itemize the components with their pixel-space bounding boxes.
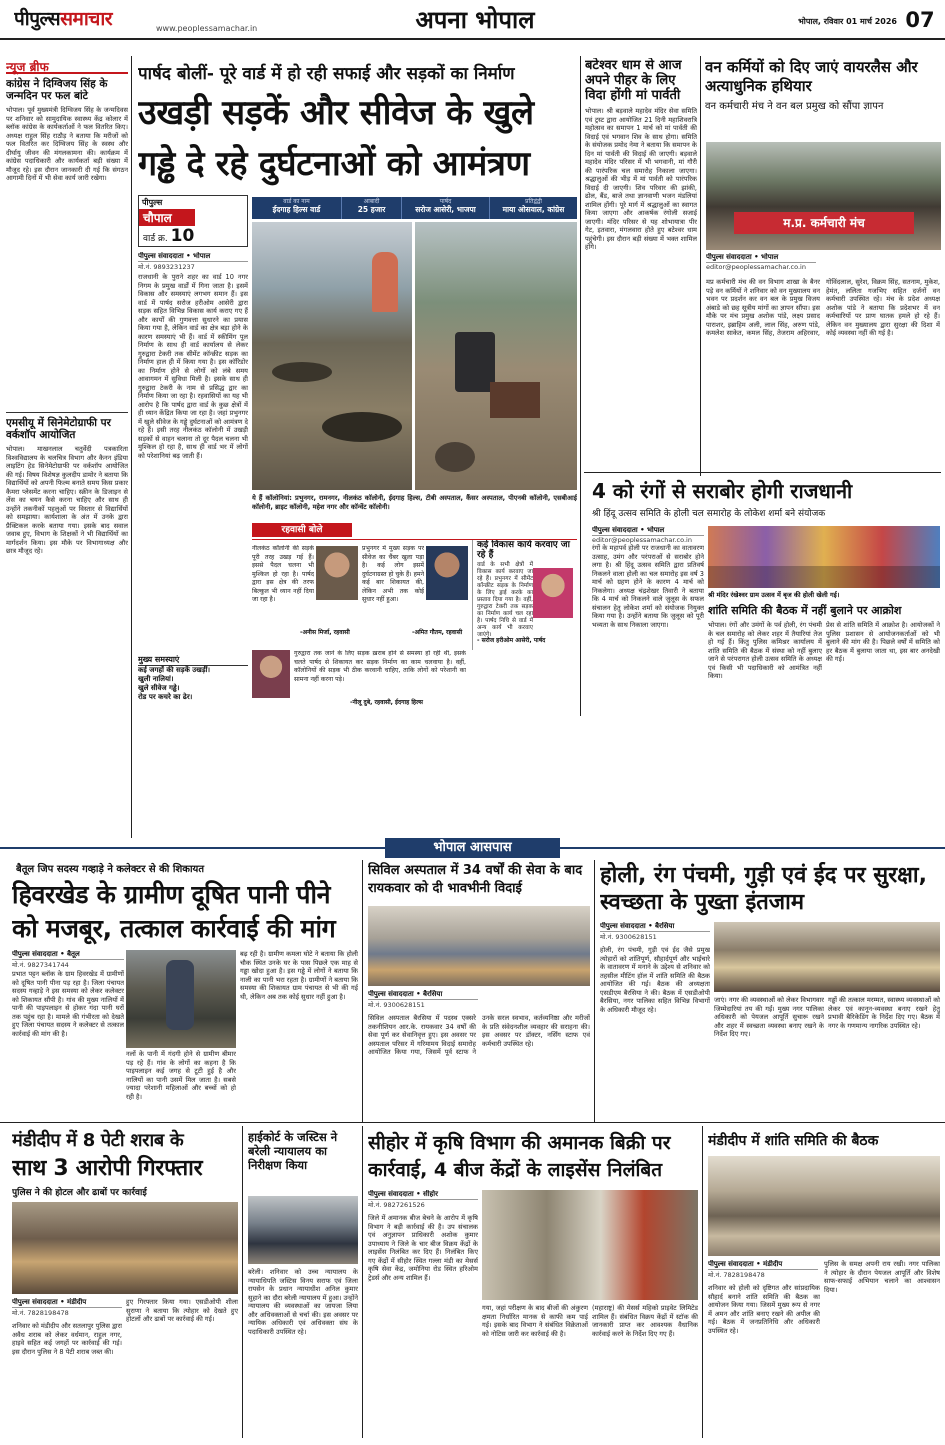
ward-label: वार्ड क्र. — [143, 234, 168, 244]
resident-photo-3 — [252, 650, 290, 698]
forest-title: वन कर्मियों को दिए जाएं वायरलैस और अत्याधुनिक हथियार — [705, 58, 918, 95]
mandi-peace-body-2: पुलिस के समक्ष अपनी राय रखी। नगर पालिका ने त्योहार के दौरान पेयजल आपूर्ति और विशेष साफ-सफाई अभियान चलाने का आश्वासन दिया। — [824, 1260, 940, 1294]
colonies-list: ये हैं कॉलोनियां: प्रभुनगर, रामनगर, नीलकंठ कॉलोनी, ईदगाह हिल्स, टीबी अस्पताल, कैंसर अस्पताल, पीएनबी कॉलोनी, एसबीआई कॉलोनी, ब्राइट कॉलोनी, महेश नगर और कॉन्वेंट कॉलोनी। — [252, 494, 577, 511]
forest-body: मप्र कर्मचारी मंच की वन विभाग शाखा के बैनर पड़े वन कर्मियों ने शनिवार को वन मुख्यालय वन भवन पर प्रदर्शन कर वन बल के प्रमुख विजय अंबाडे को छह सूत्रीय मांगों का ज्ञापन सौंपा। इस मौके पर मंच प्रमुख अशोक पांडे, लक्ष्य प्रसाद पाराशर, इब्राहिम अली, लाल सिंह, अरुण पांडे, कमलेश साकेत, कमल सिंह, तेजराम अहिरवार, गोविंदलाल, सुरेश, विक्रम सिंह, सतनाम, मुकेश, हेमंत, ललिता गजभिए सहित दर्जनों वन कर्मचारी उपस्थित रहे। मंच के प्रदेश अध्यक्ष अशोक पांडे ने बताया कि प्रदेशभर में वन कर्मचारियों पर प्राण घातक हमले हो रहे हैं। लेकिन वन मुख्यालय द्वारा सुरक्षा की दिशा में कोई व्यवस्था नहीं की गई है। — [706, 278, 940, 337]
fact-key: आबादी — [363, 198, 380, 205]
holi-photo — [708, 526, 940, 588]
mandi-byline: पीपुल्स संवाददाता • मंडीदीप — [12, 1298, 122, 1308]
mandi-mobile: मो.नं. 7828198478 — [12, 1309, 69, 1317]
civil-mobile: मो.नं. 9300628151 — [368, 1001, 425, 1009]
mandi-peace-photo — [708, 1156, 940, 1256]
dateline: भोपाल, रविवार 01 मार्च 2026 — [798, 17, 897, 26]
site-url[interactable]: www.peoplessamachar.in — [156, 24, 258, 33]
fact-key: प्रतिद्वंद्वी — [525, 198, 542, 205]
brief-headline-2: एमसीयू में सिनेमेटोग्राफी पर वर्कशॉप आयोजित — [6, 412, 128, 441]
lead-mobile: मो.नं. 9893231237 — [138, 263, 195, 271]
mandi-peace-body: शनिवार को होली को दृष्टिगत और सांप्रदायिक सौहार्द बनाने शांति समिति की बैठक का आयोजन किया गया। जिसमें मुख्य रूप से नगर में अमन और शांति बनाए रखने की अपील की गई। बैठक में जनप्रतिनिधि और अधिकारी उपस्थित रहे। — [708, 1284, 820, 1335]
issue-item: रोड पर कचरे का ढेर। — [138, 693, 193, 701]
betul-kicker: बैतूल जिप सदस्य गव्हाड़े ने कलेक्टर से की शिकायत — [16, 864, 205, 875]
lead-byline: पीपुल्स संवाददाता • भोपाल — [138, 252, 248, 262]
sehore-title: सीहोर में कृषि विभाग की अमानक बिक्री पर कार्रवाई, 4 बीज केंद्रों के लाइसेंस निलंबित — [368, 1132, 671, 1181]
holi-title: 4 को रंगों से सराबोर होगी राजधानी — [592, 479, 853, 503]
holi-byline: पीपुल्स संवाददाता • भोपाल — [592, 526, 704, 536]
betul-body-2: नलों के पानी में गंदगी होने से ग्रामीण बीमार पड़ रहे हैं। गांव के लोगों का कहना है कि पाइपलाइन कई जगह से टूटी हुई है और नालियों का पानी उसमें मिल जाता है। सबसे ज्यादा परेशानी महिलाओं और बच्चों को हो रही है। — [126, 1050, 236, 1101]
peace-title: शांति समिति की बैठक में नहीं बुलाने पर आक्रोश — [708, 604, 902, 617]
rang-title: होली, रंग पंचमी, गुड़ी एवं ईद पर सुरक्षा, स्वच्छता के पुख्ता इंतजाम — [600, 863, 927, 915]
council-box — [472, 540, 578, 650]
vidai-story — [585, 58, 697, 468]
council-quote: वार्ड के सभी क्षेत्रों में विकास कार्य करवाए जा रहे हैं। प्रभुनगर में सीमेंट कॉन्क्रीट सड़क के निर्माण के लिए ड्राई करके का प्रस्ताव दिया गया है। वहीं, गुरुद्वारा टेकरी तक सड़क का निर्माण कार्य चल रहा है। पार्षद निधि से वार्ड में अन्य कार्य भी करवाए जाएंगे। — [477, 562, 533, 638]
civil-byline: पीपुल्स संवाददाता • बैरसिया — [368, 990, 478, 1000]
ward-number: 10 — [170, 226, 195, 246]
section-band — [0, 838, 945, 858]
holi-email[interactable]: editor@peoplessamachar.co.in — [592, 536, 692, 544]
lead-body: राजधानी के पुराने शहर का वार्ड 10 नगर निगम के प्रमुख वार्डों में गिना जाता है। इसमें विकास और समस्याएं लगभग समान हैं। इस वार्ड में पार्षद सरोज हरीओम आसेरी द्वारा सड़क सहित विभिन्न विकास कार्य कराए गए हैं और कार्यों की गुणवत्ता सुधारने का प्रयास किया गया है, लेकिन वार्ड का क्षेत्र बड़ा होने के कारण समस्याएं भी हैं। वार्ड में स्कीमिंग पूल निर्माण के साथ ही वार्ड कार्यालय से लेकर गुरुद्वारा टेकरी तक सीमेंट कॉन्क्रीट सड़क का निर्माण हाल ही में किया गया है। इस कॉरिडोर का निर्माण होने से लोगों को लंबे समय आवागमन में सुविधा मिली है। इसके साथ ही गुरुद्वारा टेकरी के नाम से प्रसिद्ध द्वार का निर्माण किया जा रहा है। रहवासियों का यह भी आरोप है कि पार्षद द्वारा वार्ड के कुछ क्षेत्रों में ही ध्यान केंद्रित किया जा रहा है। जहां प्रभुनगर में खुले सीवेज के गड्ढे दुर्घटनाओं को आमंत्रण दे रहे हैं। इसी तरह नीलकंठ कॉलोनी में उखड़ी सड़कों से वाहन चलाना तो दूर पैदल चलना भी मुश्किल हो रहा है, साथ ही वार्ड भर में लोगों को परेशानियां बढ़ जाती हैं। — [138, 273, 248, 460]
rang-body-2: जाएं। नगर की व्यवस्थाओं को लेकर विभागवार जिम्मेदारियां तय की गईं। मुख्य नगर पालिका अधिकारी को पेयजल आपूर्ति सुचारू रखने और शहर में स्वच्छता व्यवस्था बनाए रखने के निर्देश दिए गए। — [714, 996, 824, 1038]
sehore-body-3: (महाराष्ट्र) की मेसर्स महिको प्राइवेट लिमिटेड शामिल हैं। संबंधित विक्रय केंद्रों में स्टॉक की जानकारी प्राप्त कर आवश्यक वैधानिक कार्रवाई करने के निर्देश दिए गए हैं। — [592, 1304, 698, 1338]
resident-photo-1 — [316, 546, 358, 600]
betul-headline-1: हिवरखेड के ग्रामीण दूषित पानी पीने — [12, 880, 331, 909]
resident-photo-2 — [426, 546, 468, 600]
sewer-photo — [415, 222, 577, 490]
sehore-mobile: मो.नं. 9827261526 — [368, 1201, 425, 1209]
councillor-photo — [533, 568, 573, 618]
rang-byline: पीपुल्स संवाददाता • बैरसिया — [600, 922, 710, 932]
rang-mobile: मो.नं. 9300628151 — [600, 933, 657, 941]
sehore-body: जिले में अमानक बीज बेचने के आरोप में कृषि विभाग ने बड़ी कार्रवाई की है। उप संचालक एवं अनुज्ञापन प्राधिकारी अशोक कुमार उपाध्याय ने जिले के चार बीज विक्रय केंद्रों के लाइसेंस निलंबित कर दिए हैं। निलंबित किए गए केंद्रों में सीहोर स्थित गल्ला मंडी का मेसर्स कृषि सेवा केंद्र, जमोनिया रोड स्थित हरिओम ट्रेडर्स और अन्य शामिल हैं। — [368, 1214, 478, 1282]
lead-headline-1: उखड़ी सड़कें और सीवेज के खुले — [138, 93, 534, 133]
resident-quote-3: गुरुद्वारा तक जाने के लिए सड़क ख़राब होने से समस्या हो रही थी, इसके चलते पार्षद से शिकायत कर सड़क निर्माण का काम चलवाया है। वहीं, कॉलोनियों की सड़क भी ठीक करवानी चाहिए, ताकि लोगों को परेशानी का सामना नहीं करना पड़े। — [294, 650, 466, 683]
logo-text: पीपुल्स — [14, 8, 61, 30]
betul-headline-2: को मजबूर, तत्काल कार्रवाई की मांग — [12, 914, 336, 943]
betul-water-photo — [126, 950, 236, 1048]
ward-facts — [252, 197, 577, 219]
holi-text-col — [592, 526, 704, 706]
lead-kicker: पार्षद बोलीं- पूरे वार्ड में हो रही सफाई और सड़कों का निर्माण — [138, 64, 515, 84]
sehore-byline: पीपुल्स संवाददाता • सीहोर — [368, 1190, 478, 1200]
forest-protest-photo — [706, 142, 941, 250]
sehore-shop-photo — [482, 1190, 698, 1300]
betul-body-3: बढ़ रही है। ग्रामीण कमला घोटे ने बताया कि होली चौक स्थित उनके घर के पास पिछले एक माह से गड्ढा खोदा हुआ है। इस गड्ढे में लोगों ने बताया कि नाली का पानी भरा रहता है। ग्रामीणों ने बताया कि समस्या की शिकायत ग्राम पंचायत से भी की गई थी, लेकिन अब तक कोई सुधार नहीं हुआ है। — [240, 950, 358, 1001]
betul-byline: पीपुल्स संवाददाता • बैतूल — [12, 950, 124, 960]
road-photo-1 — [252, 222, 412, 490]
forest-byline-block — [706, 253, 816, 275]
mandi-peace-title: मंडीदीप में शांति समिति की बैठक — [708, 1133, 879, 1149]
holi-kicker: श्री हिंदू उत्सव समिति के होली चल समारोह के लोकेश शर्मा बने संयोजक — [592, 509, 826, 519]
rang-body: होली, रंग पंचमी, गुड़ी एवं ईद जैसे प्रमुख त्योहारों को शांतिपूर्ण, सौहार्दपूर्ण और भाईचारे के वातावरण में मनाने के उद्देश्य से शनिवार को तहसील मीटिंग हॉल में शांति समिति की बैठक आयोजित की गई। बैठक की अध्यक्षता एसडीएम बैरसिया ने की। बैठक में एसडीओपी बैरसिया, नगर पालिका सहित विभिन्न विभागों के अधिकारी मौजूद रहे। — [600, 946, 710, 1014]
vidai-title: बटेश्वर धाम से आज अपने पीहर के लिए विदा होंगी मां पार्वती — [585, 58, 682, 103]
issue-item: खुले सीवेज गड्ढे। — [138, 684, 180, 692]
mandi-body-2: हुए गिरफ्तार किया गया। एसडीओपी शीला सुराणा ने बताया कि त्योहार को देखते हुए होटलों और ढाबों पर कार्रवाई की गई। — [126, 1298, 238, 1323]
council-name: - सरोज हरीओम आसेरी, पार्षद — [477, 637, 546, 644]
fact-key: वार्ड का नाम — [283, 198, 310, 205]
brief-text-2: भोपाल। माखनलाल चतुर्वेदी पत्रकारिता विश्वविद्यालय के चलचित्र विभाग और कैनन इंडिया लाइटिंग हेड सिनेमेटोग्राफी पर वर्कशॉप आयोजित की गई। विषय विशेषज्ञ कुलदीप डामोर ने बताया कि विद्यार्थियों को अपनी फिल्म बनाते समय किस प्रकार कैमरा प्लेसमेंट करना चाहिए। स्क्रीन के डिजाइन से लेंस का चयन कैसे करना चाहिए और साथ ही उन्होंने तकनीकों पहलुओं पर विस्तार से विद्यार्थियों को समझाया। कार्यशाला के अंत में उनके द्वारा प्रैक्टिकल करके बताया गया। इसके बाद सवाल जवाब हुए, विभाग के शिक्षकों ने भी विद्यार्थियों का मार्गदर्शन किया। इस मौके पर विभागाध्यक्ष और छात्र मौजूद रहे। — [6, 445, 128, 555]
council-title: कई विकास कार्य करवाए जा रहे हैं — [477, 540, 570, 560]
fact-value: 25 हजार — [357, 205, 386, 214]
resident-quote-2: प्रभुनगर में मुख्य सड़क पर सीवेज का चैंबर खुला पड़ा है। कई लोग इसमें दुर्घटनाग्रस्त हो चुके हैं। हमने कई बार शिकायत की, लेकिन अभी तक कोई सुधार नहीं हुआ। — [362, 545, 424, 603]
hc-body: बरेली। शनिवार को उच्च न्यायालय के न्यायाधिपति जस्टिस विनय सराफ एवं जिला रायसेन के प्रधान न्यायाधीश अनिल कुमार सुहाने का दौरा बरेली न्यायालय में हुआ। उन्होंने न्यायालय की व्यवस्थाओं का जायजा लिया और अधिवक्ताओं से चर्चा की। इस अवसर पर न्यायिक अधिकारी एवं अधिवक्ता संघ के पदाधिकारी उपस्थित रहे। — [248, 1268, 358, 1336]
civil-title: सिविल अस्पताल में 34 वर्षों की सेवा के बाद रायकवार को दी भावभीनी विदाई — [368, 863, 583, 896]
forest-email[interactable]: editor@peoplessamachar.co.in — [706, 263, 806, 271]
chaupal-logo: पीपुल्स — [142, 198, 163, 207]
issues-title: मुख्य समस्याएं — [138, 654, 248, 666]
sehore-byline-block — [368, 1190, 478, 1212]
chaupal-label: चौपाल — [139, 209, 195, 226]
brief-text-1: भोपाल। पूर्व मुख्यमंत्री दिग्विजय सिंह के जन्मदिवस पर शनिवार को सामुदायिक स्वास्थ्य केंद्र कोलार में ब्लॉक कांग्रेस के कार्यकर्ताओं ने फल वितरित किए। अध्यक्ष राहुल सिंह राठौड़ ने बताया कि मरीजों को फल वितरित कर दिग्विजय सिंह के स्वस्थ और दीर्घायु जीवन की मंगलकामना की। कार्यक्रम में कांग्रेस पदाधिकारी और कार्यकर्ता बड़ी संख्या में मौजूद रहे। इस दौरान जानकारी दी गई कि संगठन आगामी दिनों में भी सेवा कार्य जारी रखेगा। — [6, 106, 128, 182]
lead-body-column — [138, 252, 248, 652]
holi-body: रंगों के महापर्व होली पर राजधानी का वातावरण उत्साह, उमंग और परंपराओं से सराबोर होने लगा है। श्री हिंदू उत्सव समिति द्वारा प्रतिवर्ष निकलने वाला होली का चल समारोह इस वर्ष 3 मार्च को ग्रहण होने के कारण 4 मार्च को निकलेगा। अध्यक्ष चंद्रशेखर तिवारी ने बताया कि 4 मार्च को निकलने वाले जुलूस के सफल संचालन हेतु लोकेश शर्मा को संयोजक नियुक्त किया गया है। उन्होंने बताया कि जुलूस को पूरी भव्यता के साथ निकाला जाएगा। — [592, 544, 704, 629]
issue-item: खुली नालियां। — [138, 675, 174, 683]
rang-meeting-photo — [714, 922, 940, 992]
rang-byline-block — [600, 922, 710, 944]
mandi-headline-2: साथ 3 आरोपी गिरफ्तार — [12, 1156, 203, 1181]
vidai-body: भोपाल। श्री बड़वाले महादेव मंदिर सेवा समिति एवं ट्रस्ट द्वारा आयोजित 21 दिनी महाशिवरात्रि महोत्सव का समापन 1 मार्च को मां पार्वती की विदाई एवं भगवान शिव के साथ होगा। समिति के संयोजक प्रमोद नेमा ने बताया कि समापन के दिन मां पार्वती की विदाई की जाएगी। बड़वाले महादेव मंदिर परिसर में भी भगवानी, मां गौरी की पारंपरिक चल समारोह निकाला जाएगा। श्रद्धालुओं की भीड़ में मां पार्वती को पारंपरिक विदाई दी जाएगी। शिव परिवार की झांकी, ढोल, बैंड, बाजे तथा ज्ञानवाणी भजन मंडलियां शामिल होंगी। पूरे मार्ग में श्रद्धालुओं का स्वागत किया जाएगा और आकर्षक रंगोली सजाई जाएगी। मंदिर परिसर से यह शोभायात्रा पीर गेट, इतवारा, मंगलवारा होते हुए बटेश्वर धाम पहुंचेगी। इस दौरान बड़ी संख्या में भक्त शामिल होंगे। — [585, 107, 697, 251]
civil-byline-block — [368, 990, 478, 1012]
fact-value: माया ओसवाल, कांग्रेस — [502, 205, 565, 214]
mandi-headline-1: मंडीदीप में 8 पेटी शराब के — [12, 1130, 184, 1151]
logo — [14, 5, 154, 33]
forest-banner: म.प्र. कर्मचारी मंच — [734, 212, 914, 234]
hc-title: हाईकोर्ट के जस्टिस ने बरेली न्यायालय का निरीक्षण किया — [248, 1130, 338, 1172]
mandi-kicker: पुलिस ने की होटल और ढाबों पर कार्रवाई — [12, 1188, 147, 1198]
mandi-peace-byline-block — [708, 1260, 818, 1282]
resident-quote-1: नीलकंठ कॉलोनी की सड़कें पूरी तरह उखड़ गई हैं। इससे पैदल चलना भी मुश्किल हो रहा है। पार्षद द्वारा इस क्षेत्र की तरफ बिल्कुल भी ध्यान नहीं दिया जा रहा है। — [252, 545, 314, 603]
fact-value: ईदगाह हिल्स वार्ड — [272, 205, 321, 214]
brief-headline-1: कांग्रेस ने दिग्विजय सिंह के जन्मदिन पर फल बांटे — [6, 78, 108, 102]
sehore-body-2: गया, जहां परीक्षण के बाद बीजों की अंकुरण क्षमता निर्धारित मानक से काफी कम पाई गई। इसके बाद विभाग ने संबंधित विक्रेताओं को नोटिस जारी कर कार्रवाई की है। — [482, 1304, 588, 1338]
masthead — [0, 0, 945, 40]
page-number: 07 — [905, 8, 935, 32]
issue-item: कई जगहों की सड़कें उखड़ीं। — [138, 666, 211, 674]
holi-caption: श्री मंदिर रंखेश्वर ग्राम उत्सव में बृज की होली खेली गई। — [708, 591, 840, 599]
brief-label: न्यूज ब्रीफ — [6, 58, 128, 74]
fact-key: पार्षद — [439, 198, 452, 205]
mandi-peace-mobile: मो.नं. 7828198478 — [708, 1271, 765, 1279]
resident-name-1: -अनीस मिर्जा, रहवासी — [300, 629, 350, 636]
betul-body: प्रभात पट्टन ब्लॉक के ग्राम हिवरखेड में ग्रामीणों को दूषित पानी पीना पड़ रहा है। जिला पंचायत सदस्य गव्हाड़े ने इस समस्या को लेकर कलेक्टर को शिकायत सौंपी है। गांव की मुख्य नालियों में पानी की पाइपलाइन से होकर गंदा पानी घरों तक पहुंच रहा है। मामले की गंभीरता को देखते हुए जिला पंचायत सदस्य ने कलेक्टर से तत्काल कार्रवाई की मांग की है। — [12, 970, 124, 1038]
mandi-byline-block — [12, 1298, 122, 1320]
lead-headline-2: गड्ढे दे रहे दुर्घटनाओं को आमंत्रण — [138, 144, 530, 184]
resident-name-3: -नीलू दुबे, रहवासी, ईदगाह हिल्स — [350, 699, 423, 706]
forest-byline: पीपुल्स संवाददाता • भोपाल — [706, 253, 816, 263]
mandi-peace-byline: पीपुल्स संवाददाता • मंडीदीप — [708, 1260, 818, 1270]
hc-photo — [248, 1196, 358, 1264]
logo-text-2: समाचार — [60, 8, 113, 30]
resident-name-2: -अमित गौतम, रहवासी — [412, 629, 463, 636]
news-brief — [6, 58, 128, 838]
peace-body: भोपाल। रंगों और उमंगों के पर्व होली, रंग पंचमी के चल समारोह को लेकर शहर में तैयारियां तेज हो गई हैं। किंतु पुलिस कमिश्नर कार्यालय में शांति समिति की बैठक में संस्था को नहीं बुलाए जाने से परंपरागत होली उत्सव समिति के अध्यक्ष एवं किसी भी पदाधिकारी को आमंत्रित नहीं किया। — [708, 621, 822, 680]
residents-header: रहवासी बोले — [252, 523, 352, 537]
mandi-arrest-photo — [12, 1202, 238, 1294]
betul-mobile: मो.नं. 9827341744 — [12, 961, 69, 969]
fact-value: सरोज आसेरी, भाजपा — [415, 205, 476, 214]
peace-body-2: प्रेस से शांति समिति में आक्रोश है। आयोजकों ने पुलिस प्रशासन से आयोजनकर्ताओं को भी बुलाने की मांग की है। पिछले वर्षों में समिति को हर बैठक में बुलाया जाता था, इस बार अनदेखी की गई। — [826, 621, 940, 663]
issues-box — [138, 654, 248, 722]
rang-body-3: गड्ढों की तत्काल मरम्मत, स्वास्थ्य व्यवस्थाओं को लेकर एवं कानून-व्यवस्था बनाए रखने हेतु प्रभावी बैरिकेडिंग के निर्देश दिए गए। बैठक में नगर के गणमान्य नागरिक उपस्थित रहे। — [828, 996, 940, 1030]
section-title: अपना भोपाल — [415, 6, 535, 34]
forest-kicker: वन कर्मचारी मंच ने वन बल प्रमुख को सौंपा ज्ञापन — [705, 101, 884, 112]
mandi-body: शनिवार को मंडीदीप और सतलापुर पुलिस द्वारा अवैध शराब को लेकर वर्धमान, राहुल नगर, हाइवे सहित कई जगहों पर कार्रवाई की गई। इस दौरान पुलिस ने 8 पेटी शराब जब्त की। — [12, 1322, 122, 1356]
chaupal-box — [138, 195, 248, 247]
civil-body: सिविल अस्पताल बैरसिया में पदस्थ एक्सरे तकनीशियन आर.के. रायकवार 34 वर्षों की सेवा पूर्ण कर सेवानिवृत्त हुए। इस अवसर पर अस्पताल परिसर में गरिमामय विदाई समारोह आयोजित किया गया, जिसमें पूर्व स्टाफ ने उनके सरल स्वभाव, कर्तव्यनिष्ठा और मरीजों के प्रति संवेदनशील व्यवहार की सराहना की। इस अवसर पर डॉक्टर, नर्सिंग स्टाफ एवं कर्मचारी उपस्थित रहे। — [368, 1014, 590, 1056]
band-title: भोपाल आसपास — [385, 838, 560, 858]
civil-group-photo — [368, 906, 590, 986]
